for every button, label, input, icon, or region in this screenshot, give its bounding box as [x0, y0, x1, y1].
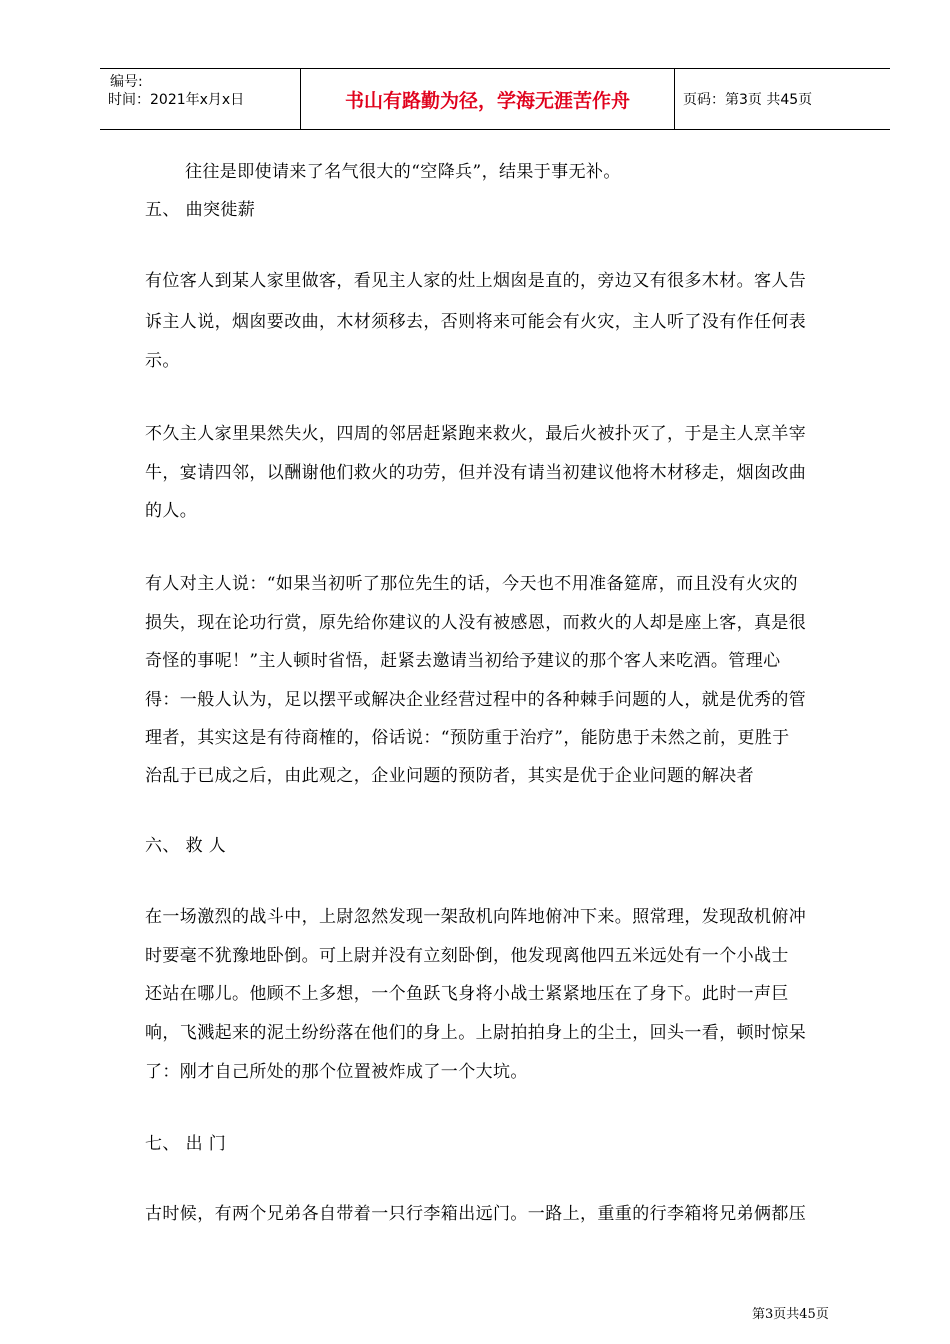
paragraph-line: 有人对主人说：“如果当初听了那位先生的话，今天也不用准备筵席，而且没有火灾的 [145, 574, 798, 594]
paragraph-line: 不久主人家里果然失火，四周的邻居赶紧跑来救火，最后火被扑灭了，于是主人烹羊宰 [145, 424, 807, 444]
paragraph-line: 损失，现在论功行赏，原先给你建议的人没有被感恩，而救火的人却是座上客，真是很 [145, 613, 807, 633]
paragraph-line: 了：刚才自己所处的那个位置被炸成了一个大坑。 [145, 1062, 528, 1082]
paragraph-line: 得：一般人认为，足以摆平或解决企业经营过程中的各种棘手问题的人，就是优秀的管 [145, 690, 807, 710]
paragraph-line: 还站在哪儿。他顾不上多想，一个鱼跃飞身将小战士紧紧地压在了身下。此时一声巨 [145, 984, 789, 1004]
paragraph-line: 有位客人到某人家里做客，看见主人家的灶上烟囱是直的，旁边又有很多木材。客人告 [145, 271, 807, 291]
paragraph-line: 理者，其实这是有待商榷的，俗话说：“预防重于治疗”，能防患于未然之前，更胜于 [145, 728, 790, 748]
header-meta [100, 69, 300, 129]
paragraph-line: 牛，宴请四邻，以酬谢他们救火的功劳，但并没有请当初建议他将木材移走，烟囱改曲 [145, 463, 807, 483]
paragraph-line: 奇怪的事呢！”主人顿时省悟，赶紧去邀请当初给予建议的那个客人来吃酒。管理心 [145, 651, 781, 671]
number-label: 编号: [110, 74, 143, 90]
section-heading: 五、 曲突徙薪 [145, 200, 256, 220]
paragraph-line: 响，飞溅起来的泥土纷纷落在他们的身上。上尉拍拍身上的尘土，回头一看，顿时惊呆 [145, 1023, 807, 1043]
header-motto: 书山有路勤为径，学海无涯苦作舟 [344, 89, 630, 112]
time-label: 时间：2021年x月x日 [108, 92, 245, 108]
section-heading: 六、 救 人 [145, 836, 227, 856]
paragraph-line: 诉主人说，烟囱要改曲，木材须移去，否则将来可能会有火灾，主人听了没有作任何表 [145, 312, 807, 332]
paragraph-line: 时要毫不犹豫地卧倒。可上尉并没有立刻卧倒，他发现离他四五米远处有一个小战士 [145, 946, 789, 966]
page-header [100, 68, 890, 130]
section-heading: 七、 出 门 [145, 1134, 227, 1154]
paragraph-line: 的人。 [145, 501, 198, 521]
page-footer: 第3页共45页 [752, 1307, 829, 1322]
paragraph-line: 治乱于已成之后，由此观之，企业问题的预防者，其实是优于企业问题的解决者 [145, 766, 754, 786]
paragraph-line: 古时候，有两个兄弟各自带着一只行李箱出远门。一路上，重重的行李箱将兄弟俩都压 [145, 1204, 807, 1224]
paragraph-line: 往往是即使请来了名气很大的“空降兵”，结果于事无补。 [185, 162, 621, 182]
paragraph-line: 示。 [145, 351, 180, 371]
header-page-info: 页码：第3页 共45页 [683, 92, 813, 108]
header-divider [674, 69, 675, 129]
paragraph-line: 在一场激烈的战斗中，上尉忽然发现一架敌机向阵地俯冲下来。照常理，发现敌机俯冲 [145, 907, 807, 927]
